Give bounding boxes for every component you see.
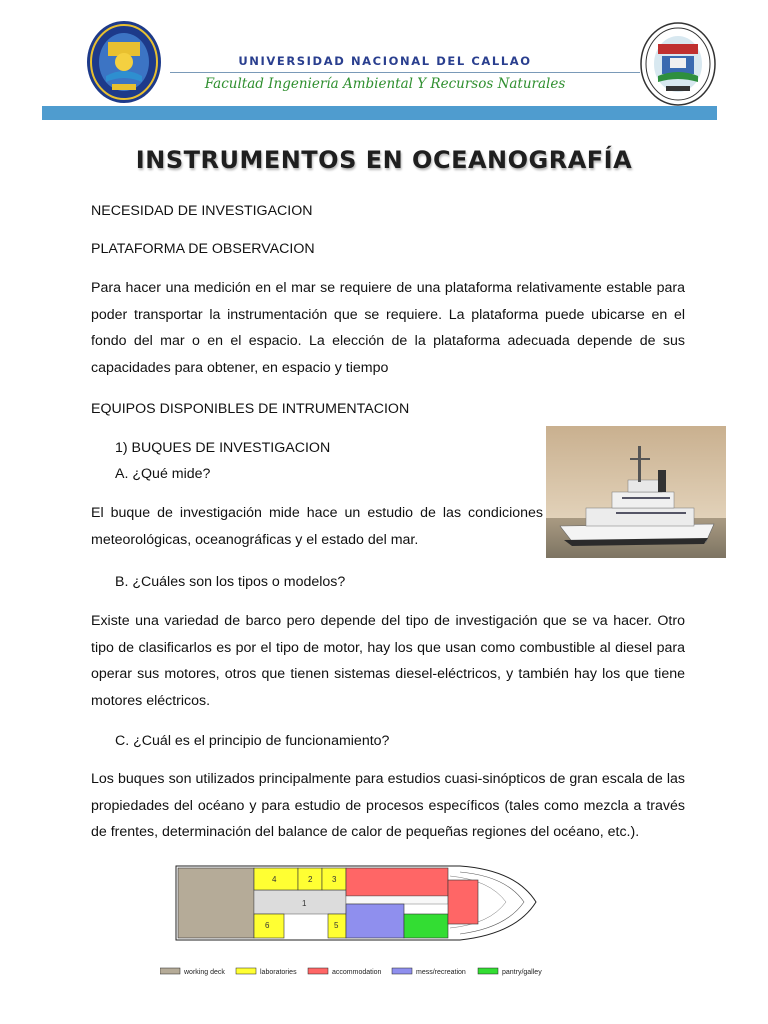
- list-item-que-mide: A. ¿Qué mide?: [115, 466, 211, 482]
- legend-swatch-pantry-galley: [478, 968, 498, 974]
- page-title: INSTRUMENTOS EN OCEANOGRAFÍA: [135, 146, 633, 174]
- heading-equipos: EQUIPOS DISPONIBLES DE INTRUMENTACION: [91, 401, 410, 417]
- legend-label-pantry-galley: pantry/galley: [502, 969, 542, 976]
- paragraph-principio: Los buques son utilizados principalmente para estudios cuasi-sinópticos de gran escala de las propiedades del océano y para estudio de procesos específicos (tales como mezcla a través de frentes, determinación del balance de calor de pequeñas regiones del océano, etc.).: [91, 771, 685, 840]
- legend-label-working-deck: working deck: [184, 969, 225, 976]
- faculty-name: Facultad Ingeniería Ambiental Y Recursos Naturales: [204, 76, 566, 92]
- ship-deck-plan-diagram: [160, 862, 550, 980]
- list-item-principio: C. ¿Cuál es el principio de funcionamiento?: [115, 733, 390, 749]
- list-item-tipos: B. ¿Cuáles son los tipos o modelos?: [115, 574, 346, 590]
- legend-swatch-accommodation: [308, 968, 328, 974]
- list-item-buques: 1) BUQUES DE INVESTIGACION: [115, 440, 331, 456]
- deck-zone-number: 4: [272, 875, 277, 884]
- legend-label-accommodation: accommodation: [332, 969, 382, 976]
- heading-plataforma: PLATAFORMA DE OBSERVACION: [91, 241, 315, 257]
- legend-label-laboratories: laboratories: [260, 969, 297, 976]
- research-ship-photo: [546, 426, 726, 558]
- deck-zone-number: 6: [265, 921, 270, 930]
- legend-label-mess-recreation: mess/recreation: [416, 969, 466, 976]
- legend-swatch-working-deck: [160, 968, 180, 974]
- header-rule: [170, 72, 640, 73]
- paragraph-tipos: Existe una variedad de barco pero depende del tipo de investigación que se va hacer. Otro tipo de clasificarlos es por el tipo de motor, hay los que usan como combustible al diesel para operar sus motores, otros que tienen sistemas diesel-eléctricos, y también hay los que tiene motores eléctricos.: [91, 613, 685, 709]
- deck-zone-number: 5: [334, 921, 339, 930]
- university-name: UNIVERSIDAD NACIONAL DEL CALLAO: [238, 54, 532, 68]
- paragraph-plataforma: Para hacer una medición en el mar se requiere de una plataforma relativamente estable para poder transportar la instrumentación que se requiere. La plataforma puede ubicarse en el fondo del mar o en el espacio. La elección de la plataforma adecuada depende de sus capacidades para obtener, en espacio y tiempo: [91, 280, 685, 376]
- legend-swatch-mess-recreation: [392, 968, 412, 974]
- header-bar: [42, 106, 717, 120]
- deck-zone-number: 2: [308, 875, 313, 884]
- deck-zone-number: 3: [332, 875, 337, 884]
- document-header: [0, 0, 768, 125]
- university-seal-left: [86, 20, 162, 104]
- legend-swatch-laboratories: [236, 968, 256, 974]
- heading-necesidad: NECESIDAD DE INVESTIGACION: [91, 203, 313, 219]
- paragraph-que-mide: El buque de investigación mide hace un estudio de las condiciones meteorológicas, oceanográficas y el estado del mar.: [91, 505, 543, 548]
- deck-zone-number: 1: [302, 899, 307, 908]
- university-seal-right: [640, 22, 716, 106]
